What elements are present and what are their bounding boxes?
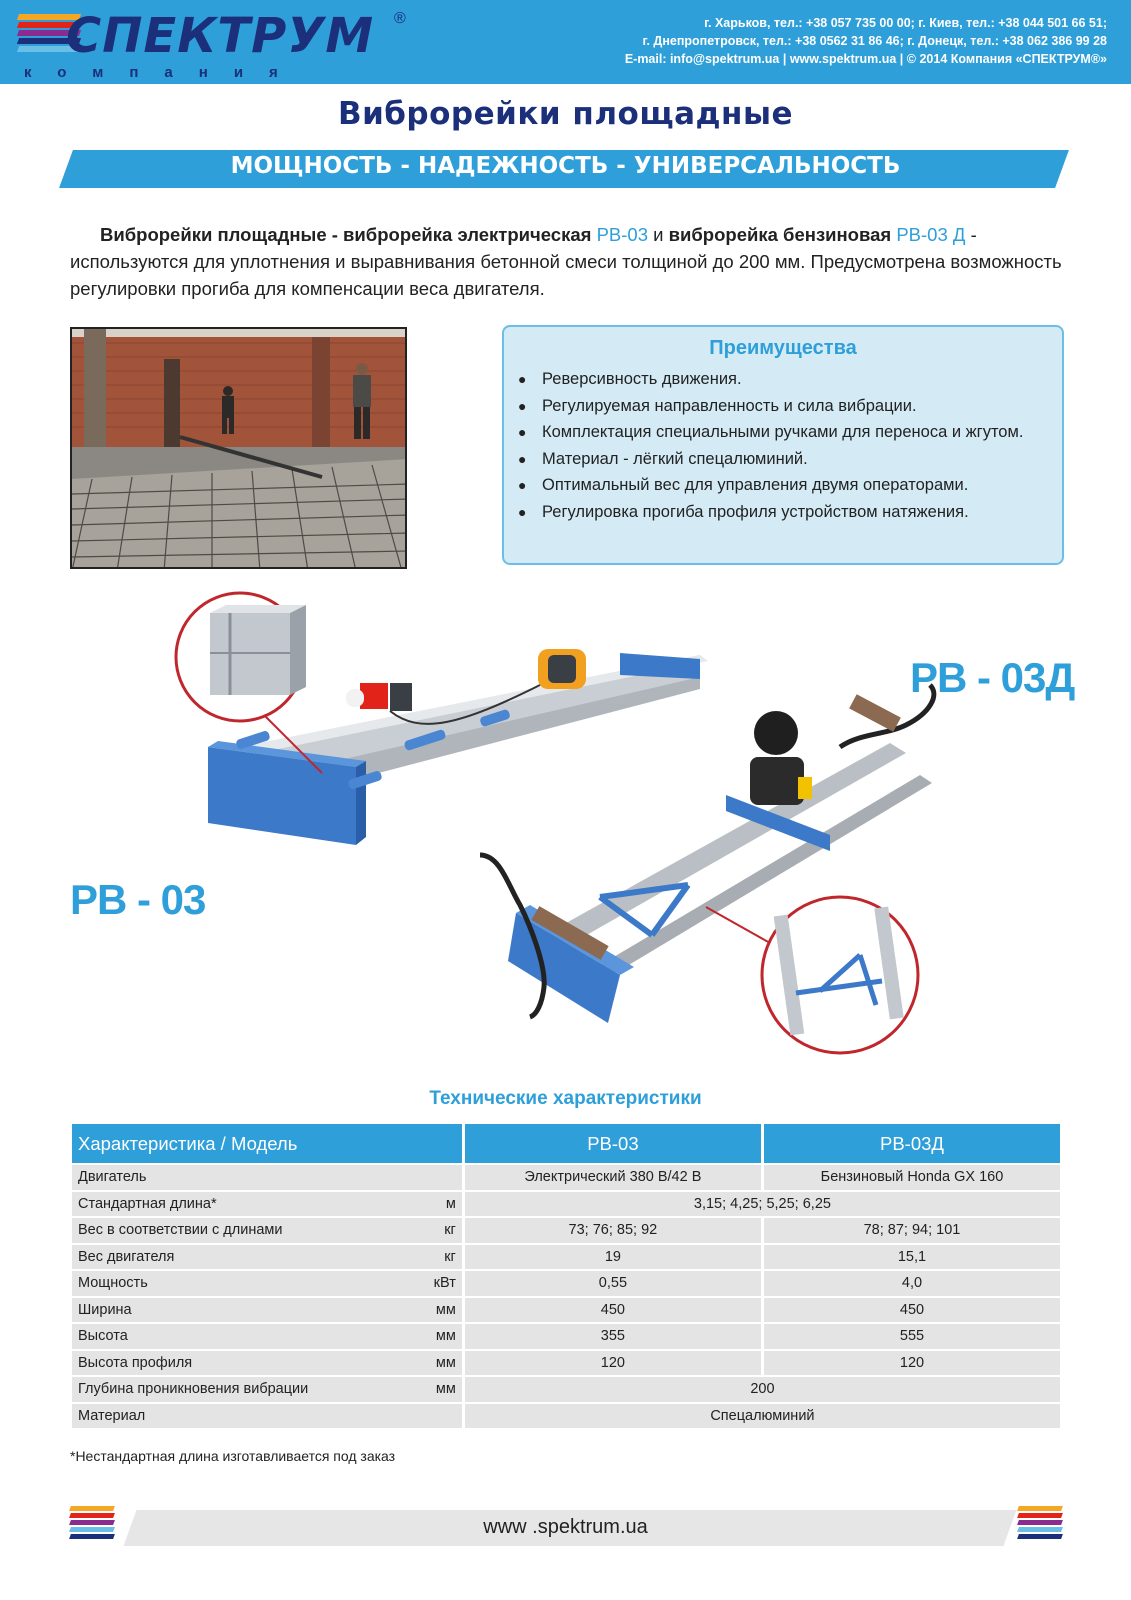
model-label-rb03: РВ - 03 xyxy=(70,876,206,923)
bullet-icon: ● xyxy=(518,477,527,493)
spec-value: 4,0 xyxy=(764,1271,1060,1296)
spec-name: Вес двигателя xyxy=(78,1248,175,1265)
spec-name-cell xyxy=(72,1324,462,1349)
advantage-text: Регулировка прогиба профиля устройством натяжения. xyxy=(542,502,969,521)
model-link-rb03: РВ-03 xyxy=(596,224,648,245)
spec-name: Высота xyxy=(78,1328,128,1345)
contact-line: г. Харьков, тел.: +38 057 735 00 00; г. Киев, тел.: +38 044 501 66 51; xyxy=(704,16,1107,30)
spec-value: 200 xyxy=(465,1377,1060,1402)
page-title: Виброрейки площадные xyxy=(337,96,794,132)
spec-value: 0,55 xyxy=(465,1271,761,1296)
spec-unit: м xyxy=(445,1195,456,1212)
advantage-item xyxy=(518,499,1062,526)
table-row xyxy=(72,1218,1060,1243)
logo-title: СПЕКТРУМ xyxy=(66,8,375,64)
footer-website-link[interactable]: www .spektrum.ua xyxy=(483,1516,648,1538)
intro-text: - используются для уплотнения и выравнивания бетонной смеси толщиной до 200 мм. Предусмотрена возможность регулировки прогиба для компенсации веса двигателя. xyxy=(70,224,1062,299)
spec-value: 73; 76; 85; 92 xyxy=(465,1218,761,1243)
table-row xyxy=(72,1324,1060,1349)
spec-name: Стандартная длина* xyxy=(78,1195,217,1212)
spec-name: Мощность xyxy=(78,1275,148,1292)
column-header: РВ-03Д xyxy=(764,1124,1060,1163)
spec-unit: кг xyxy=(444,1248,456,1265)
advantage-item xyxy=(518,393,1062,420)
bullet-icon: ● xyxy=(518,397,527,414)
table-row xyxy=(72,1271,1060,1296)
spec-name-cell xyxy=(72,1165,462,1190)
spec-name-cell xyxy=(72,1245,462,1270)
bullet-icon: ● xyxy=(518,371,527,387)
spec-value: 355 xyxy=(465,1324,761,1349)
spec-value: 450 xyxy=(465,1298,761,1323)
advantage-text: Материал - лёгкий спецалюминий. xyxy=(542,449,808,468)
contact-line: г. Днепропетровск, тел.: +38 0562 31 86 46; г. Донецк, тел.: +38 062 386 99 28 xyxy=(642,34,1107,48)
spec-name: Материал xyxy=(78,1407,146,1424)
table-header-row xyxy=(72,1124,1060,1163)
spec-name: Двигатель xyxy=(78,1169,147,1186)
intro-text: Виброрейки площадные - виброрейка электрическая xyxy=(100,224,597,245)
company-logo[interactable] xyxy=(18,8,418,80)
logo-subtitle: компания xyxy=(24,64,304,81)
spec-name: Высота профиля xyxy=(78,1354,193,1371)
spec-name-cell xyxy=(72,1271,462,1296)
column-header: РВ-03 xyxy=(465,1124,761,1163)
truss-zoom-circle xyxy=(706,897,918,1053)
advantage-item xyxy=(518,366,1062,393)
spec-name-cell xyxy=(72,1298,462,1323)
tech-specs-title: Технические характеристики xyxy=(429,1088,702,1109)
slogan-banner: МОЩНОСТЬ - НАДЕЖНОСТЬ - УНИВЕРСАЛЬНОСТЬ xyxy=(230,153,901,179)
model-link-rb03d: РВ-03 Д xyxy=(896,224,966,245)
table-row xyxy=(72,1245,1060,1270)
footer-stripes-icon xyxy=(1018,1506,1062,1546)
column-header: Характеристика / Модель xyxy=(72,1124,462,1163)
spec-name-cell xyxy=(72,1218,462,1243)
logo-registered-mark: ® xyxy=(394,10,406,27)
spec-name-cell xyxy=(72,1192,462,1217)
spec-value: 450 xyxy=(764,1298,1060,1323)
spec-value: 120 xyxy=(764,1351,1060,1376)
table-footnote: *Нестандартная длина изготавливается под заказ xyxy=(70,1448,396,1464)
table-row xyxy=(72,1192,1060,1217)
table-row xyxy=(72,1298,1060,1323)
spec-value: Спецалюминий xyxy=(465,1404,1060,1429)
advantage-text: Регулируемая направленность и сила вибрации. xyxy=(542,396,917,415)
contact-line: E-mail: info@spektrum.ua | www.spektrum.ua | © 2014 Компания «СПЕКТРУМ®» xyxy=(624,52,1107,66)
spec-unit: кВт xyxy=(433,1275,456,1292)
advantages-title: Преимущества xyxy=(709,337,857,359)
table-row xyxy=(72,1404,1060,1429)
bullet-icon: ● xyxy=(518,450,527,467)
advantage-text: Комплектация специальными ручками для переноса и жгутом. xyxy=(542,423,1024,441)
spec-value: 78; 87; 94; 101 xyxy=(764,1218,1060,1243)
table-row xyxy=(72,1351,1060,1376)
advantage-item xyxy=(518,446,1062,473)
spec-name-cell xyxy=(72,1351,462,1376)
spec-value: 3,15; 4,25; 5,25; 6,25 xyxy=(465,1192,1060,1217)
table-row xyxy=(72,1165,1060,1190)
advantage-text: Реверсивность движения. xyxy=(542,370,742,388)
spec-name: Глубина проникновения вибрации xyxy=(78,1381,309,1398)
spec-value: 15,1 xyxy=(764,1245,1060,1270)
advantages-list xyxy=(518,366,1062,525)
header xyxy=(0,0,1131,84)
tech-specs-table xyxy=(69,1122,1063,1430)
spec-name: Ширина xyxy=(78,1301,132,1318)
spec-value: 120 xyxy=(465,1351,761,1376)
advantage-item xyxy=(518,419,1062,446)
spec-name-cell xyxy=(72,1404,462,1429)
intro-text: и xyxy=(648,224,669,245)
spec-unit: мм xyxy=(435,1354,456,1371)
construction-site-photo xyxy=(70,327,407,569)
contact-info xyxy=(625,14,1107,68)
advantages-box xyxy=(502,325,1064,565)
spec-value: Электрический 380 В/42 В xyxy=(465,1165,761,1190)
advantage-item xyxy=(518,472,1062,499)
bullet-icon: ● xyxy=(518,503,527,520)
spec-value: 19 xyxy=(465,1245,761,1270)
spec-name-cell xyxy=(72,1377,462,1402)
spec-unit: мм xyxy=(435,1301,456,1318)
advantage-text: Оптимальный вес для управления двумя операторами. xyxy=(542,476,969,494)
spec-value: Бензиновый Honda GX 160 xyxy=(764,1165,1060,1190)
spec-unit: мм xyxy=(435,1328,456,1345)
model-label-rb03d: РВ - 03Д xyxy=(910,654,1075,701)
spec-name: Вес в соответствии с длинами xyxy=(78,1222,283,1239)
spec-unit: мм xyxy=(435,1381,456,1398)
table-row xyxy=(72,1377,1060,1402)
spec-value: 555 xyxy=(764,1324,1060,1349)
bullet-icon: ● xyxy=(518,424,527,440)
intro-text: виброрейка бензиновая xyxy=(668,224,897,245)
spec-unit: кг xyxy=(444,1222,456,1239)
intro-paragraph xyxy=(70,221,1066,302)
